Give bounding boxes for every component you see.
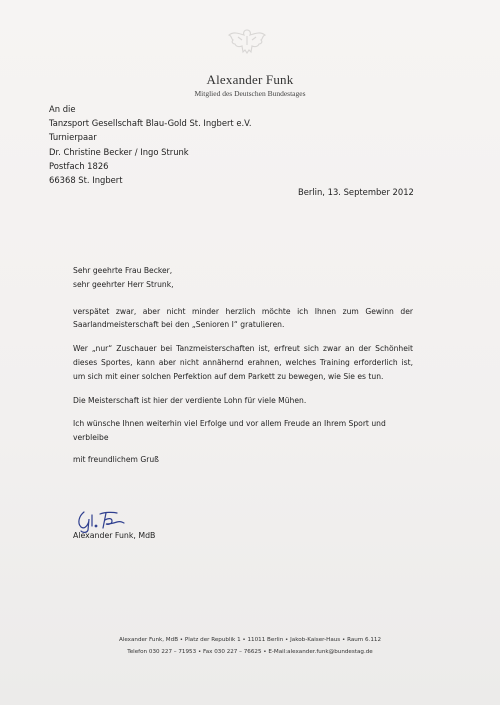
paragraph: Wer „nur“ Zuschauer bei Tanzmeisterschaften ist, erfreut sich zwar an der Schönheit dieses Sportes, kann aber nicht annähernd erahnen, welches Training erforderlich ist, um sich mit einer solchen Perfektion auf dem Parkett zu bewegen, wie Sie es tun. [73,344,413,381]
letterhead-name: Alexander Funk [206,72,294,87]
salutation: Sehr geehrte Frau Becker, [73,266,173,275]
address-line: Tanzsport Gesellschaft Blau-Gold St. Ingbert e.V. [49,118,252,129]
address-line: Postfach 1826 [49,160,109,171]
handwritten-signature [75,506,155,534]
address-line: An die [49,104,76,114]
paragraph: Die Meisterschaft ist hier der verdiente Lohn für viele Mühen. [73,395,307,405]
footer-contact: Telefon 030 227 – 71953 • Fax 030 227 – 76625 • E-Mail:alexander.funk@bundestag.de [127,649,373,655]
paragraph: verspätet zwar, aber nicht minder herzlich möchte ich Ihnen zum Gewinn der Saarlandmeisterschaft bei den „Senioren I“ gratulieren. [73,306,413,330]
recipient-address [49,102,379,187]
letter-date: Berlin, 13. September 2012 [298,187,414,197]
footer-address: Alexander Funk, MdB • Platz der Republik 1 • 11011 Berlin • Jakob-Kaiser-Haus • Raum 6.112 [118,637,382,643]
letter-body [73,264,413,467]
address-line: 66368 St. Ingbert [49,175,123,186]
address-line: Dr. Christine Becker / Ingo Strunk [49,146,189,157]
federal-eagle-icon [226,26,268,56]
salutation: sehr geehrter Herr Strunk, [73,279,174,289]
letterhead-subtitle: Mitglied des Deutschen Bundestages [194,89,306,98]
signatory-name: Alexander Funk, MdB [73,531,156,540]
address-line: Turnierpaar [49,132,97,143]
paragraph: Ich wünsche Ihnen weiterhin viel Erfolge und vor allem Freude an Ihrem Sport und verbleibe [73,419,386,443]
closing: mit freundlichem Gruß [73,454,159,464]
